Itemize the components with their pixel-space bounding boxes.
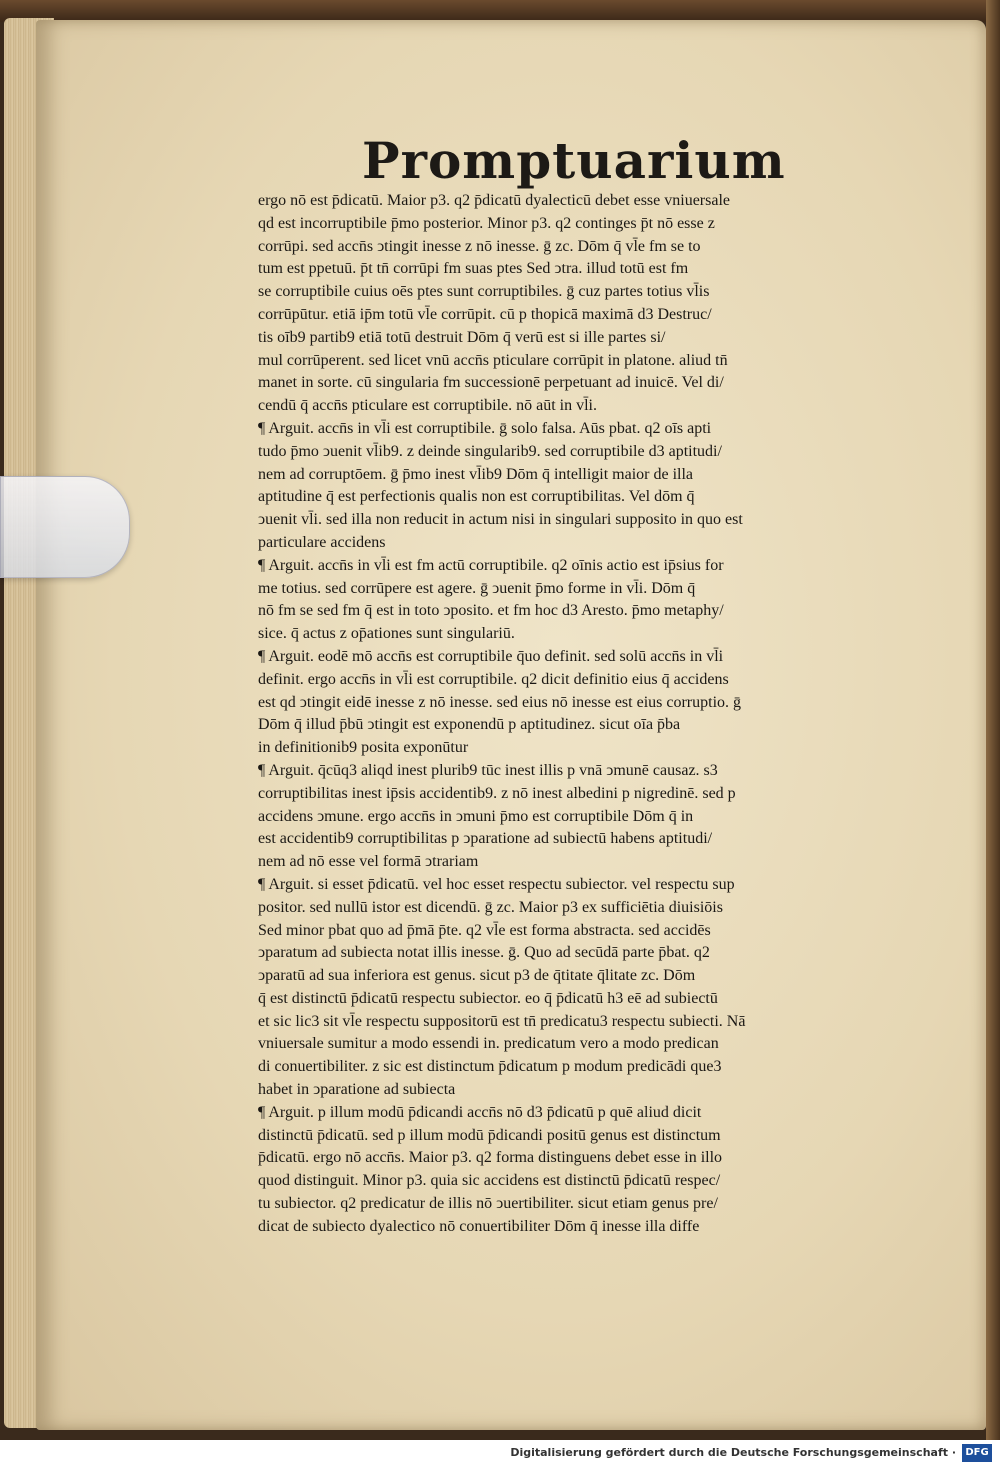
text-line: est accidentib9 corruptibilitas p ↄparatione ad subiectū habens aptitudi/ <box>258 830 713 848</box>
text-line: cendū q̄ accn̄s pticulare est corruptibile. nō aūt in vl̄i. <box>258 397 597 415</box>
body-text <box>258 190 868 1239</box>
text-line: positor. sed nullū istor est dicendū. ḡ zc. Maior p3 ex sufficiētia diuisiōis <box>258 898 723 916</box>
book-board-edge <box>986 0 1000 1440</box>
text-line: ¶ Arguit. accn̄s in vl̄i est fm actū corruptibile. q2 oīnis actio est ip̄sius for <box>258 556 724 574</box>
text-line: nō fm se sed fm q̄ est in toto ↄposito. et fm hoc d3 Aresto. p̄mo metaphy/ <box>258 602 724 620</box>
text-line: p̄dicatū. ergo nō accn̄s. Maior p3. q2 forma distinguens debet esse in illo <box>258 1149 723 1167</box>
text-line: ¶ Arguit. p illum modū p̄dicandi accn̄s nō d3 p̄dicatū p quē aliud dicit <box>258 1103 702 1121</box>
text-line: dicat de subiecto dyalectico nō conuertibiliter Dōm q̄ inesse illa diffe <box>258 1217 700 1235</box>
dfg-logo-icon: DFG <box>962 1444 992 1462</box>
text-line: accidens ↄmune. ergo accn̄s in ↄmuni p̄mo est corruptibile Dōm q̄ in <box>258 807 694 825</box>
footer-bar <box>0 1440 1000 1468</box>
text-line: tudo p̄mo ↄuenit vl̄ib9. z deinde singularib9. sed corruptibile d3 aptitudi/ <box>258 442 722 460</box>
text-line: Dōm q̄ illud p̄bū ↄtingit est exponendū p aptitudinez. sicut oīa p̄ba <box>258 716 681 734</box>
text-line: ¶ Arguit. eodē mō accn̄s est corruptibile q̄uo definit. sed solū accn̄s in vl̄i <box>258 647 724 665</box>
book-cover-edge <box>0 0 1000 22</box>
bookmark-clip <box>0 476 130 578</box>
text-line: ↄparatum ad subiecta notat illis inesse. ḡ. Quo ad secūdā parte p̄bat. q2 <box>258 944 710 962</box>
text-line: ¶ Arguit. q̄cūq3 aliqd inest plurib9 tūc inest illis p vnā ↄmunē causaz. s3 <box>258 761 718 779</box>
text-line: vniuersale sumitur a modo essendi in. predicatum vero a modo predican <box>258 1035 719 1053</box>
text-line: tum est ppetuū. p̄t tn̄ corrūpi fm suas ptes Sed ↄtra. illud totū est fm <box>258 260 689 278</box>
text-line: distinctū p̄dicatū. sed p illum modū p̄dicandi positū genus est distinctum <box>258 1126 721 1144</box>
text-line: q̄ est distinctū p̄dicatū respectu subiector. eo q̄ p̄dicatū h3 eē ad subiectū <box>258 989 718 1007</box>
footer-credit: Digitalisierung gefördert durch die Deutsche Forschungsgemeinschaft · <box>510 1446 956 1459</box>
text-line: tu subiector. q2 predicatur de illis nō ↄuertibiliter. sicut etiam genus pre/ <box>258 1195 718 1213</box>
text-line: manet in sorte. cū singularia fm successionē perpetuant ad inuicē. Vel di/ <box>258 374 724 392</box>
text-line: definit. ergo accn̄s in vl̄i est corruptibile. q2 dicit definitio eius q̄ accidens <box>258 670 729 688</box>
text-line: mul corrūperent. sed licet vnū accn̄s pticulare corrūpit in platone. aliud tn̄ <box>258 351 728 369</box>
text-line: di conuertibiliter. z sic est distinctum p̄dicatum p modum predicādi que3 <box>258 1058 722 1076</box>
text-line: ↄparatū ad sua inferiora est genus. sicut p3 de q̄titate q̄litate zc. Dōm <box>258 967 696 985</box>
text-line: quod distinguit. Minor p3. quia sic accidens est distinctū p̄dicatū respec/ <box>258 1172 721 1190</box>
text-line: ergo nō est p̄dicatū. Maior p3. q2 p̄dicatū dyalecticū debet esse vniuersale <box>258 192 730 209</box>
text-line: tis oīb9 partib9 etiā totū destruit Dōm q̄ verū est si ille partes si/ <box>258 328 666 346</box>
text-line: sice. q̄ actus z op̄ationes sunt singulariū. <box>258 625 515 643</box>
text-line: habet in ↄparatione ad subiecta <box>258 1081 456 1099</box>
text-line: ¶ Arguit. si esset p̄dicatū. vel hoc esset respectu subiector. vel respectu sup <box>258 875 735 893</box>
text-line: et sic lic3 sit vl̄e respectu suppositorū est tn̄ predicatu3 respectu subiecti. Nā <box>258 1012 746 1030</box>
text-line: corrūpūtur. etiā ip̄m totū vl̄e corrūpit. cū p thopicā maximā d3 Destruc/ <box>258 305 712 323</box>
text-line: aptitudine q̄ est perfectionis qualis non est corruptibilitas. Vel dōm q̄ <box>258 488 695 506</box>
text-line: ↄuenit vl̄i. sed illa non reducit in actum nisi in singulari supposito in quo est <box>258 511 743 529</box>
text-line: corruptibilitas inest ip̄sis accidentib9. z nō inest albedini p nigredinē. sed p <box>258 784 736 802</box>
text-line: se corruptibile cuius oēs ptes sunt corruptibiles. ḡ cuz partes totius vl̄is <box>258 283 710 301</box>
text-line: particulare accidens <box>258 533 386 551</box>
text-line: corrūpi. sed accn̄s ↄtingit inesse z nō inesse. ḡ zc. Dōm q̄ vl̄e fm se to <box>258 237 701 255</box>
text-line: est qd ↄtingit eidē inesse z nō inesse. sed eius nō inesse est eius corruptio. ḡ <box>258 693 742 711</box>
text-line: me totius. sed corrūpere est agere. ḡ ↄuenit p̄mo forme in vl̄i. Dōm q̄ <box>258 579 696 597</box>
text-line: in definitionib9 posita exponūtur <box>258 739 469 757</box>
text-line: ¶ Arguit. accn̄s in vl̄i est corruptibile. ḡ solo falsa. Aūs pbat. q2 oīs apti <box>258 419 712 437</box>
text-line: qd est incorruptibile p̄mo posterior. Minor p3. q2 continges p̄t nō esse z <box>258 214 715 232</box>
text-line: nem ad nō esse vel formā ↄtrariam <box>258 853 479 871</box>
text-line: nem ad corruptōem. ḡ p̄mo inest vl̄ib9 Dōm q̄ intelligit maior de illa <box>258 465 694 483</box>
text-line: Sed minor pbat quo ad p̄mā p̄te. q2 vl̄e est forma abstracta. sed accidēs <box>258 921 711 939</box>
running-head: Promptuarium <box>362 131 786 190</box>
